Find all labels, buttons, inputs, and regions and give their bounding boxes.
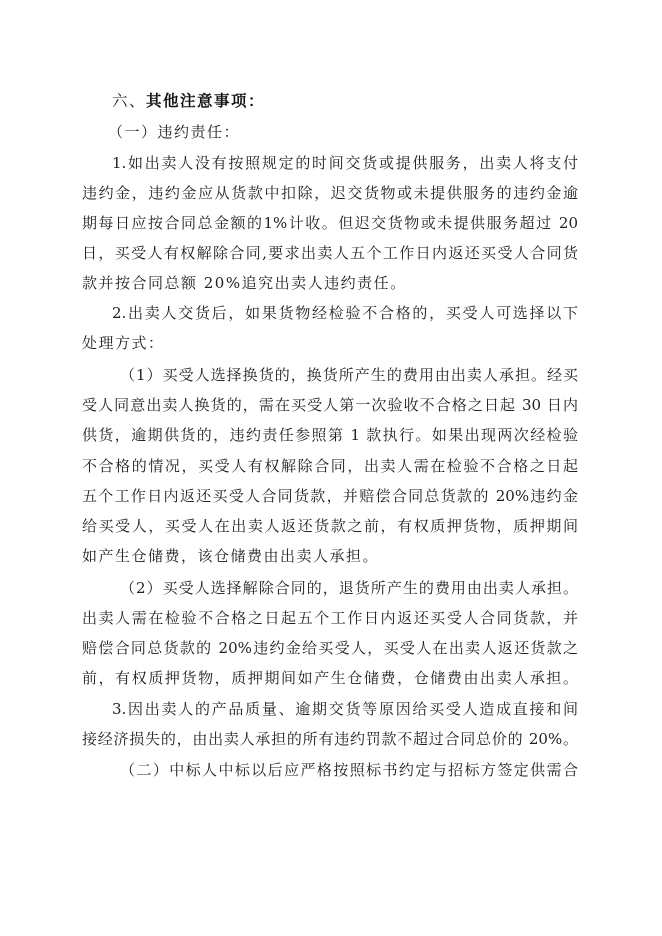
paragraph-line: 受人同意出卖人换货的，需在买受人第一次验收不合格之日起 30 日内 xyxy=(82,396,578,414)
paragraph-line: 期每日应按合同总金额的1%计收。但迟交货物或未提供服务超过 20 xyxy=(82,214,578,232)
paragraph-line: 处理方式： xyxy=(82,334,165,352)
paragraph-line: 日，买受人有权解除合同,要求出卖人五个工作日内返还买受人合同货 xyxy=(82,244,578,262)
subsection-heading-contract: （二）中标人中标以后应严格按照标书约定与招标方签定供需合 xyxy=(120,761,578,779)
paragraph-line: 不合格的情况，买受人有权解除合同，出卖人需在检验不合格之日起 xyxy=(82,457,578,475)
paragraph-line: 供货，逾期供货的，违约责任参照第 1 款执行。如果出现两次经检验 xyxy=(82,426,578,444)
paragraph-line: 款并按合同总额 20%追究出卖人违约责任。 xyxy=(82,274,407,292)
paragraph-line: 2.出卖人交货后，如果货物经检验不合格的，买受人可选择以下 xyxy=(112,304,578,322)
paragraph-line: （2）买受人选择解除合同的，退货所产生的费用由出卖人承担。 xyxy=(120,579,578,597)
paragraph-line: 赔偿合同总货款的 20%违约金给买受人，买受人在出卖人返还货款之 xyxy=(82,639,578,657)
paragraph-line: 违约金，违约金应从货款中扣除，迟交货物或未提供服务的违约金逾 xyxy=(82,184,578,202)
section-number: 六、 xyxy=(112,92,147,110)
subsection-heading-breach-liability: （一）违约责任： xyxy=(108,123,241,141)
paragraph-line: 3.因出卖人的产品质量、逾期交货等原因给买受人造成直接和间 xyxy=(112,700,578,718)
paragraph-line: 接经济损失的，由出卖人承担的所有违约罚款不超过合同总价的 20%。 xyxy=(82,730,578,748)
paragraph-line: 五个工作日内返还买受人合同货款，并赔偿合同总货款的 20%违约金 xyxy=(82,487,578,505)
paragraph-line: 1.如出卖人没有按照规定的时间交货或提供服务，出卖人将支付 xyxy=(112,154,578,172)
paragraph-line: 出卖人需在检验不合格之日起五个工作日内返还买受人合同货款，并 xyxy=(82,609,578,627)
paragraph-line: （1）买受人选择换货的，换货所产生的费用由出卖人承担。经买 xyxy=(120,366,578,384)
section-title: 其他注意事项： xyxy=(146,91,266,110)
paragraph-line: 如产生仓储费，该仓储费由出卖人承担。 xyxy=(82,547,380,565)
section-heading xyxy=(112,90,578,112)
paragraph-line: 前，有权质押货物，质押期间如产生仓储费，仓储费由出卖人承担。 xyxy=(82,669,578,687)
paragraph-line: 给买受人，买受人在出卖人返还货款之前，有权质押货物，质押期间 xyxy=(82,517,578,535)
